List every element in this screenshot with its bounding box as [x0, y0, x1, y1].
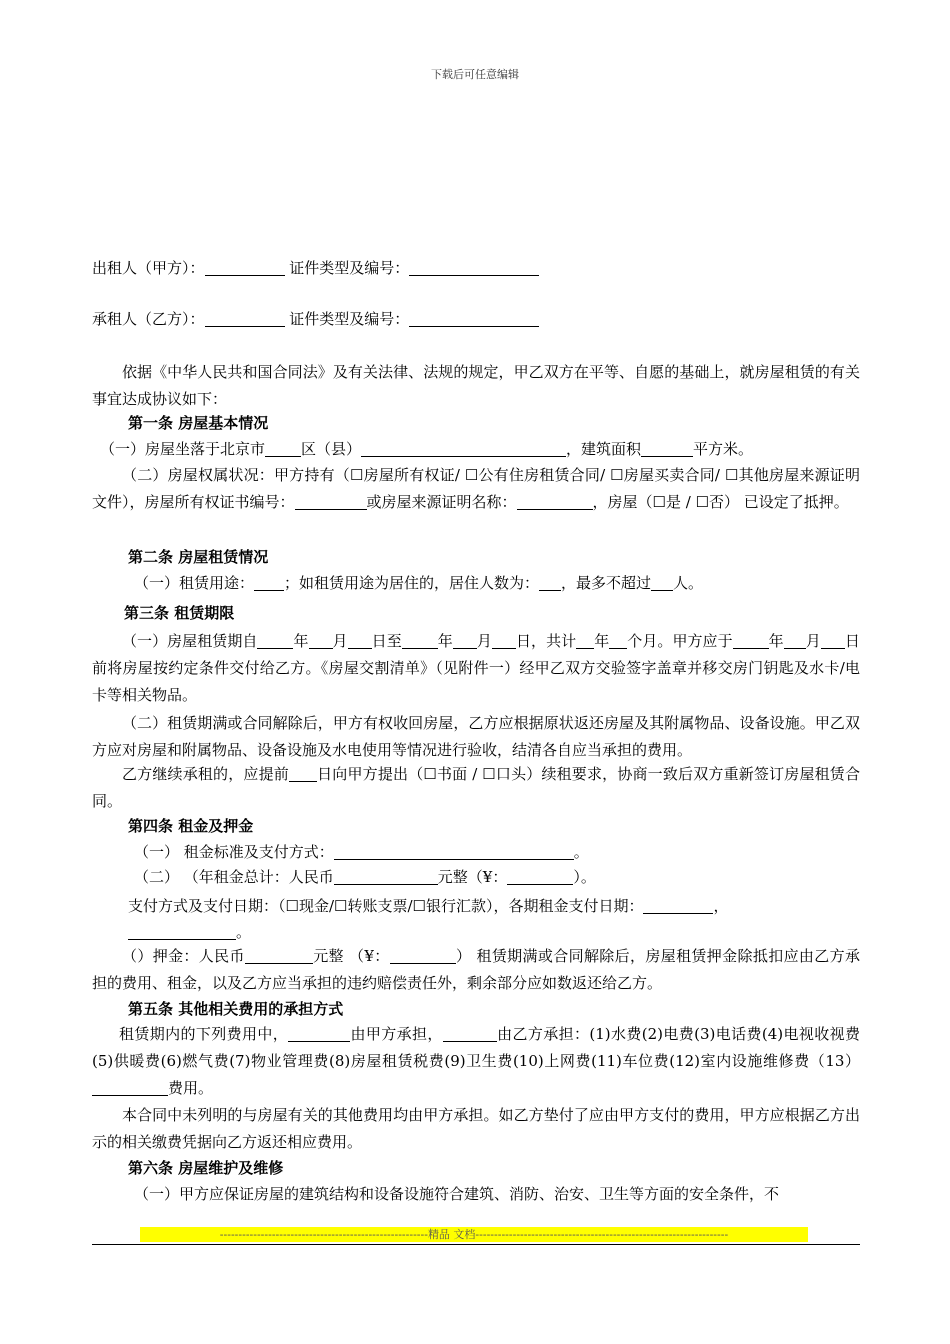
lessee-label: 承租人（乙方）： [92, 310, 205, 328]
start-day-blank[interactable] [348, 632, 372, 649]
art3-p1-9: 年 [768, 632, 784, 650]
article-4-item-4 [92, 943, 860, 997]
art4-p3c: 。 [236, 923, 252, 941]
article-5-title: 第五条 其他相关费用的承担方式 [128, 1000, 344, 1018]
article-3-title: 第三条 租赁期限 [124, 604, 235, 622]
art4-p3b: ， [713, 897, 729, 915]
annual-rent-number-blank[interactable] [507, 868, 573, 885]
district-blank[interactable] [265, 440, 301, 457]
delivery-year-blank[interactable] [733, 632, 769, 649]
article-2-title: 第二条 房屋租赁情况 [128, 548, 269, 566]
art4-p2a: （二） （年租金总计：人民币 [134, 868, 334, 886]
lessee-id-blank[interactable] [409, 310, 539, 327]
end-month-blank[interactable] [453, 632, 477, 649]
art2-p1b: ；如租赁用途为居住的，居住人数为： [284, 574, 540, 592]
start-year-blank[interactable] [257, 632, 293, 649]
art3-p1-1: 年 [293, 632, 309, 650]
article-4-title: 第四条 租金及押金 [128, 817, 254, 835]
article-4-item-3-cont [92, 922, 860, 942]
max-occupants-blank[interactable] [651, 574, 673, 591]
annual-rent-blank[interactable] [334, 868, 438, 885]
address-blank[interactable] [361, 440, 566, 457]
art4-p2c: ）。 [573, 868, 596, 886]
start-month-blank[interactable] [309, 632, 333, 649]
end-day-blank[interactable] [492, 632, 516, 649]
lessor-label: 出租人（甲方）： [92, 259, 205, 277]
art1-p2c: ，房屋（☐是 / ☐否） 已设定了抵押。 [592, 493, 849, 511]
lessee-fees-blank[interactable] [443, 1025, 497, 1042]
payment-date-blank-2[interactable] [128, 923, 236, 940]
renewal-days-blank[interactable] [289, 765, 317, 782]
art4-p4c: ） 租赁期满或合同解除后，房屋租赁押金除抵扣应由乙方承担的费用、租金，以及乙方应当承担的违约赔偿责任外，剩余部分应如数返还给乙方。 [92, 947, 860, 992]
lessee-name-blank[interactable] [205, 310, 285, 327]
art5-p1d: 费用。 [168, 1079, 214, 1097]
article-1-item-1 [100, 439, 868, 459]
art1-p1a: （一）房屋坐落于北京市 [100, 440, 266, 458]
art2-p1a: （一）租赁用途： [134, 574, 255, 592]
art3-p1-4: 年 [437, 632, 453, 650]
art1-p2a: （二）房屋权属状况：甲方持有（☐房屋所有权证/ ☐公有住房租赁合同/ ☐房屋买卖合同/ ☐其他房屋来源证明文件），房屋所有权证书编号： [92, 466, 860, 511]
art5-p1c: 由乙方承担：(1)水费(2)电费(3)电话费(4)电视收视费(5)供暖费(6)燃气费(7)物业管理费(8)房屋租赁税费(9)卫生费(10)上网费(11)车位费(12)室内设施维修费（13） [92, 1025, 860, 1070]
delivery-month-blank[interactable] [784, 632, 806, 649]
article-4-item-1 [134, 842, 902, 862]
art2-p1c: ，最多不超过 [561, 574, 652, 592]
article-1-item-2 [92, 462, 860, 516]
term-months-blank[interactable] [609, 632, 627, 649]
lessor-fees-blank[interactable] [288, 1025, 350, 1042]
payment-date-blank[interactable] [643, 897, 713, 914]
art1-p1c: ，建筑面积 [566, 440, 642, 458]
source-name-blank[interactable] [517, 493, 593, 510]
art1-p1d: 平方米。 [693, 440, 754, 458]
lessee-id-label: 证件类型及编号： [289, 310, 410, 328]
end-year-blank[interactable] [402, 632, 438, 649]
art5-p1b: 由甲方承担， [350, 1025, 443, 1043]
art4-p4b: 元整 （¥： [312, 947, 390, 965]
art4-p1a: （一） 租金标准及支付方式： [134, 843, 334, 861]
cert-number-blank[interactable] [295, 493, 367, 510]
art3-p3b: 日向甲方提出（☐书面 / ☐口头）续租要求，协商一致后双方重新签订房屋租赁合同。 [92, 765, 860, 810]
usage-blank[interactable] [254, 574, 284, 591]
art4-p2b: 元整（¥： [437, 868, 508, 886]
article-5-item-1 [92, 1021, 860, 1102]
art3-p1-11: 日前将房屋按约定条件交付给乙方。《房屋交割清单》（见附件一）经甲乙双方交验签字盖章并移交房门钥匙及水卡/电卡等相关物品。 [92, 632, 860, 704]
art3-p1-2: 月 [332, 632, 348, 650]
art1-p2b: 或房屋来源证明名称： [366, 493, 517, 511]
term-years-blank[interactable] [576, 632, 594, 649]
rent-standard-blank[interactable] [334, 843, 574, 860]
article-6-item-1: （一）甲方应保证房屋的建筑结构和设备设施符合建筑、消防、治安、卫生等方面的安全条件，不 [134, 1185, 780, 1203]
article-5-item-2: 本合同中未列明的与房屋有关的其他费用均由甲方承担。如乙方垫付了应由甲方支付的费用，甲方应根据乙方出示的相关缴费凭据向乙方返还相应费用。 [92, 1106, 860, 1151]
art3-p1-5: 月 [476, 632, 492, 650]
art4-p1b: 。 [573, 843, 589, 861]
article-4-item-3 [128, 896, 896, 916]
art1-p1b: 区（县） [301, 440, 362, 458]
intro-paragraph: 依据《中华人民共和国合同法》及有关法律、法规的规定，甲乙双方在平等、自愿的基础上，就房屋租赁的有关事宜达成协议如下： [92, 363, 860, 408]
area-blank[interactable] [641, 440, 693, 457]
lessor-name-blank[interactable] [205, 259, 285, 276]
article-6-title: 第六条 房屋维护及维修 [128, 1159, 284, 1177]
deposit-blank[interactable] [245, 947, 313, 964]
art3-p1-3: 日至 [371, 632, 402, 650]
art3-p1-10: 月 [805, 632, 821, 650]
article-2-item-1 [134, 573, 902, 593]
art3-p1-6: 日，共计 [515, 632, 577, 650]
delivery-day-blank[interactable] [821, 632, 845, 649]
lessee-line [92, 309, 860, 329]
art2-p1d: 人。 [673, 574, 704, 592]
lessor-id-blank[interactable] [409, 259, 539, 276]
art3-p1-0: （一）房屋租赁期自 [122, 632, 258, 650]
footer-rule [92, 1244, 860, 1245]
article-3-item-2: （二）租赁期满或合同解除后，甲方有权收回房屋，乙方应根据原状返还房屋及其附属物品、设备设施。甲乙双方应对房屋和附属物品、设备设施及水电使用等情况进行验收，结清各自应当承担的费用。 [92, 714, 860, 759]
art3-p1-7: 年 [594, 632, 610, 650]
deposit-number-blank[interactable] [390, 947, 456, 964]
art4-p4a: （）押金：人民币 [122, 947, 245, 965]
article-3-item-1 [92, 628, 860, 709]
art3-p3a: 乙方继续承租的，应提前 [122, 765, 289, 783]
article-4-item-2 [134, 867, 902, 887]
art4-p3a: 支付方式及支付日期：（☐现金/☐转账支票/☐银行汇款），各期租金支付日期： [128, 897, 644, 915]
lessor-id-label: 证件类型及编号： [289, 259, 410, 277]
art5-p1a: 租赁期内的下列费用中， [119, 1025, 289, 1043]
page-header: 下载后可任意编辑 [431, 68, 519, 81]
art3-p1-8: 个月。甲方应于 [627, 632, 733, 650]
article-3-item-3 [92, 761, 860, 815]
occupants-blank[interactable] [539, 574, 561, 591]
other-fee-blank[interactable] [92, 1079, 168, 1096]
lessor-line [92, 258, 860, 278]
article-1-title: 第一条 房屋基本情况 [128, 414, 269, 432]
footer-banner: --------------------------------------------------------精品 文档-------------------------------------------------------------------- [140, 1227, 808, 1242]
